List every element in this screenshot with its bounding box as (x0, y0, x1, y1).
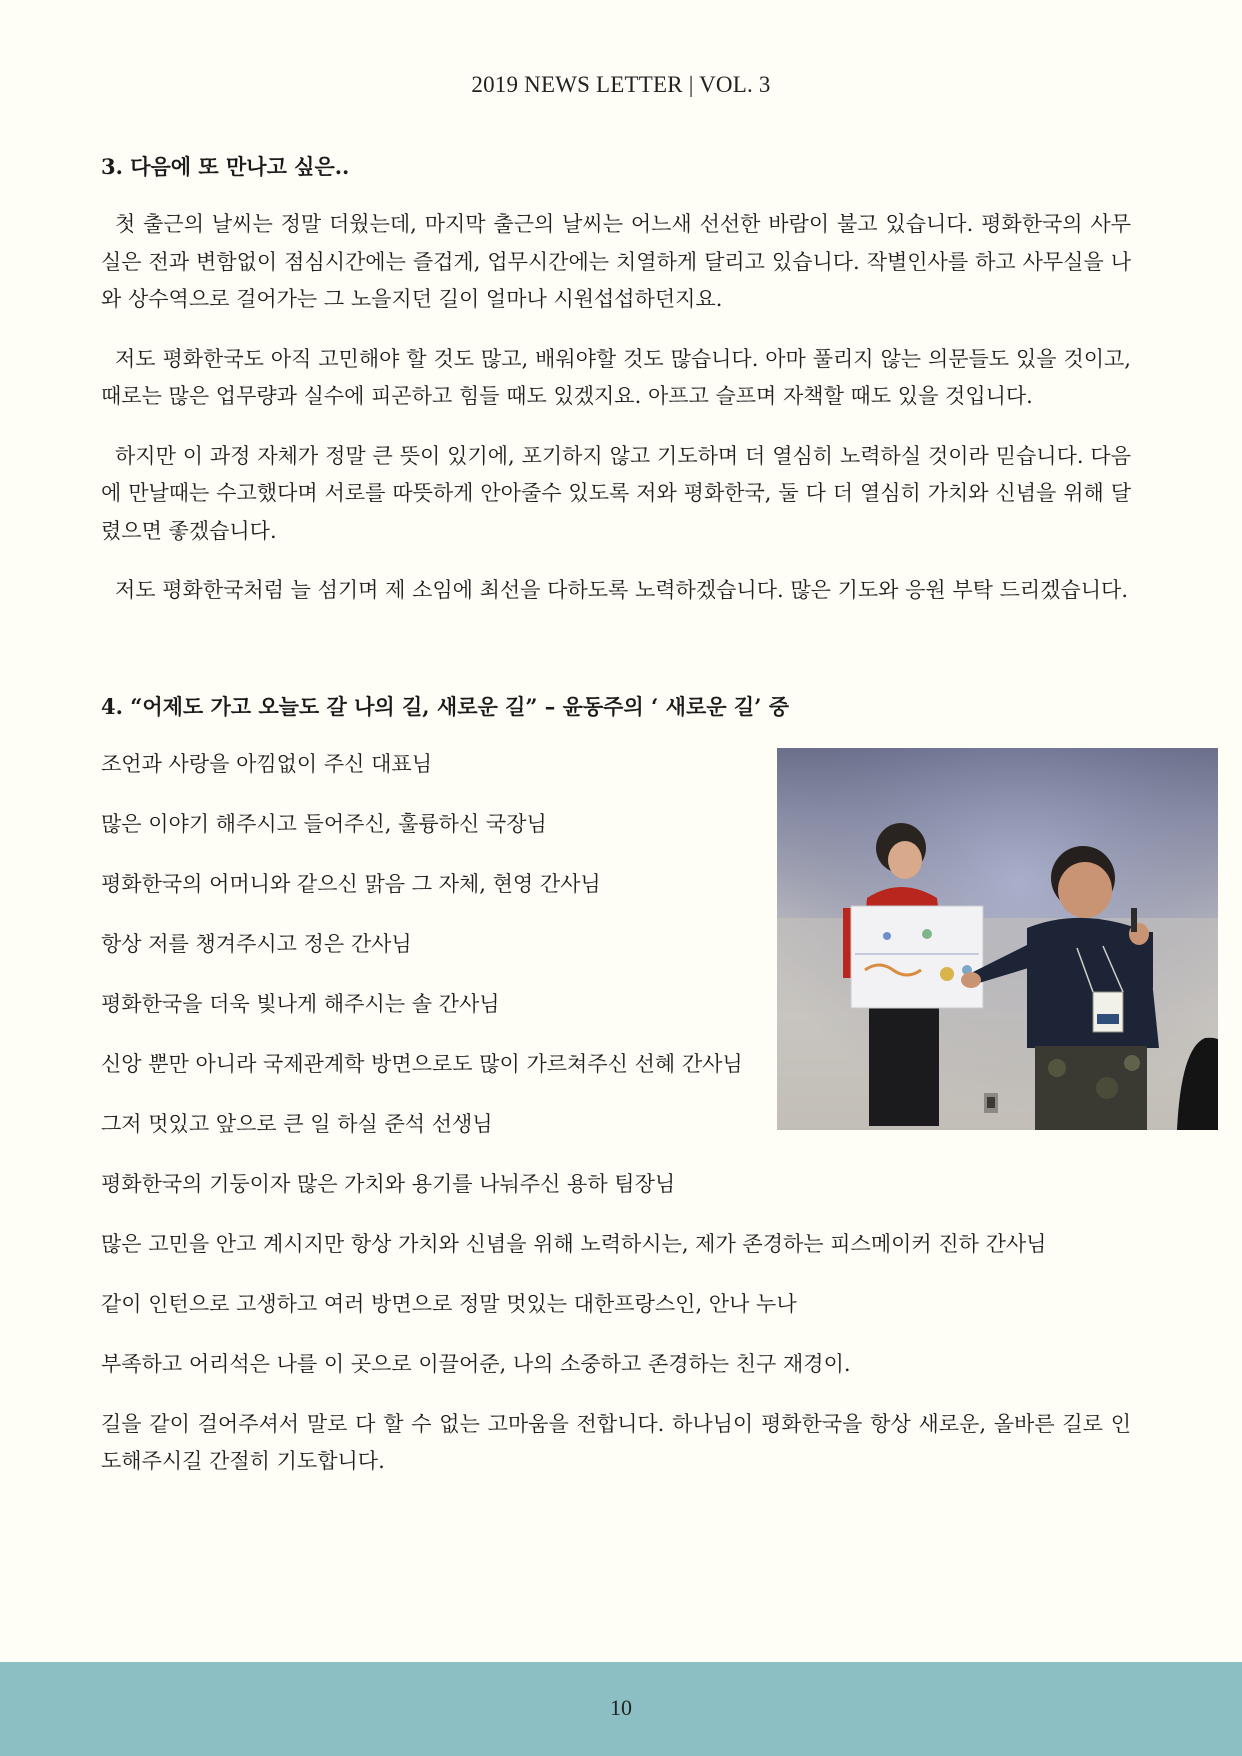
newsletter-header: 2019 NEWS LETTER | VOL. 3 (471, 72, 771, 97)
list-item: 평화한국의 어머니와 같으신 맑음 그 자체, 현영 간사님 (101, 871, 601, 896)
section-3-paragraph: 저도 평화한국도 아직 고민해야 할 것도 많고, 배워야할 것도 많습니다. 아마 풀리지 않는 의문들도 있을 것이고, 때로는 많은 업무량과 실수에 피곤하고 힘들 때도 있겠지요. 아프고 슬프며 자책할 때도 있을 것입니다. (101, 346, 1131, 408)
list-item: 신앙 뿐만 아니라 국제관계학 방면으로도 많이 가르쳐주신 선혜 간사님 (101, 1051, 743, 1076)
section-4 (101, 690, 1131, 1480)
section-3-paragraph: 저도 평화한국처럼 늘 섬기며 제 소임에 최선을 다하도록 노력하겠습니다. 많은 기도와 응원 부탁 드리겠습니다. (115, 578, 1128, 602)
page-content (101, 150, 1131, 1503)
list-item: 같이 인턴으로 고생하고 여러 방면으로 정말 멋있는 대한프랑스인, 안나 누나 (101, 1291, 797, 1316)
list-item: 많은 이야기 해주시고 들어주신, 훌륭하신 국장님 (101, 811, 547, 836)
presentation-photo-illustration (777, 748, 1218, 1130)
section-spacer (101, 632, 1131, 690)
section-3-paragraph: 첫 출근의 날씨는 정말 더웠는데, 마지막 출근의 날씨는 어느새 선선한 바람이 불고 있습니다. 평화한국의 사무실은 전과 변함없이 점심시간에는 즐겁게, 업무시간에는 치열하게 달리고 있습니다. 작별인사를 하고 사무실을 나와 상수역으로 걸어가는 그 노을지던 길이 얼마나 시원섭섭하던지요. (101, 212, 1131, 311)
list-item: 항상 저를 챙겨주시고 정은 간사님 (101, 931, 412, 956)
list-item: 그저 멋있고 앞으로 큰 일 하실 준석 선생님 (101, 1111, 493, 1136)
section-3-heading: 3. 다음에 또 만나고 싶은.. (101, 154, 350, 179)
list-item: 평화한국을 더욱 빛나게 해주시는 솔 간사님 (101, 991, 500, 1016)
list-item: 평화한국의 기둥이자 많은 가치와 용기를 나눠주신 용하 팀장님 (101, 1171, 676, 1196)
list-item: 많은 고민을 안고 계시지만 항상 가치와 신념을 위해 노력하시는, 제가 존경하는 피스메이커 진하 간사님 (101, 1231, 1047, 1256)
page-number: 10 (610, 1695, 632, 1720)
section-3-paragraph: 하지만 이 과정 자체가 정말 큰 뜻이 있기에, 포기하지 않고 기도하며 더 열심히 노력하실 것이라 믿습니다. 다음에 만날때는 수고했다며 서로를 따뜻하게 안아줄수 있도록 저와 평화한국, 둘 다 더 열심히 가치와 신념을 위해 달렸으면 좋겠습니다. (101, 443, 1131, 543)
presentation-photo (777, 748, 1218, 1130)
list-item: 조언과 사랑을 아낌없이 주신 대표님 (101, 751, 432, 776)
closing-paragraph: 길을 같이 걸어주셔서 말로 다 할 수 없는 고마움을 전합니다. 하나님이 평화한국을 항상 새로운, 올바른 길로 인도해주시길 간절히 기도합니다. (101, 1411, 1131, 1473)
section-3 (101, 150, 1131, 610)
section-4-heading: 4. “어제도 가고 오늘도 갈 나의 길, 새로운 길” – 윤동주의 ‘ 새로운 길’ 중 (101, 693, 790, 719)
list-item: 부족하고 어리석은 나를 이 곳으로 이끌어준, 나의 소중하고 존경하는 친구 재경이. (101, 1351, 851, 1376)
